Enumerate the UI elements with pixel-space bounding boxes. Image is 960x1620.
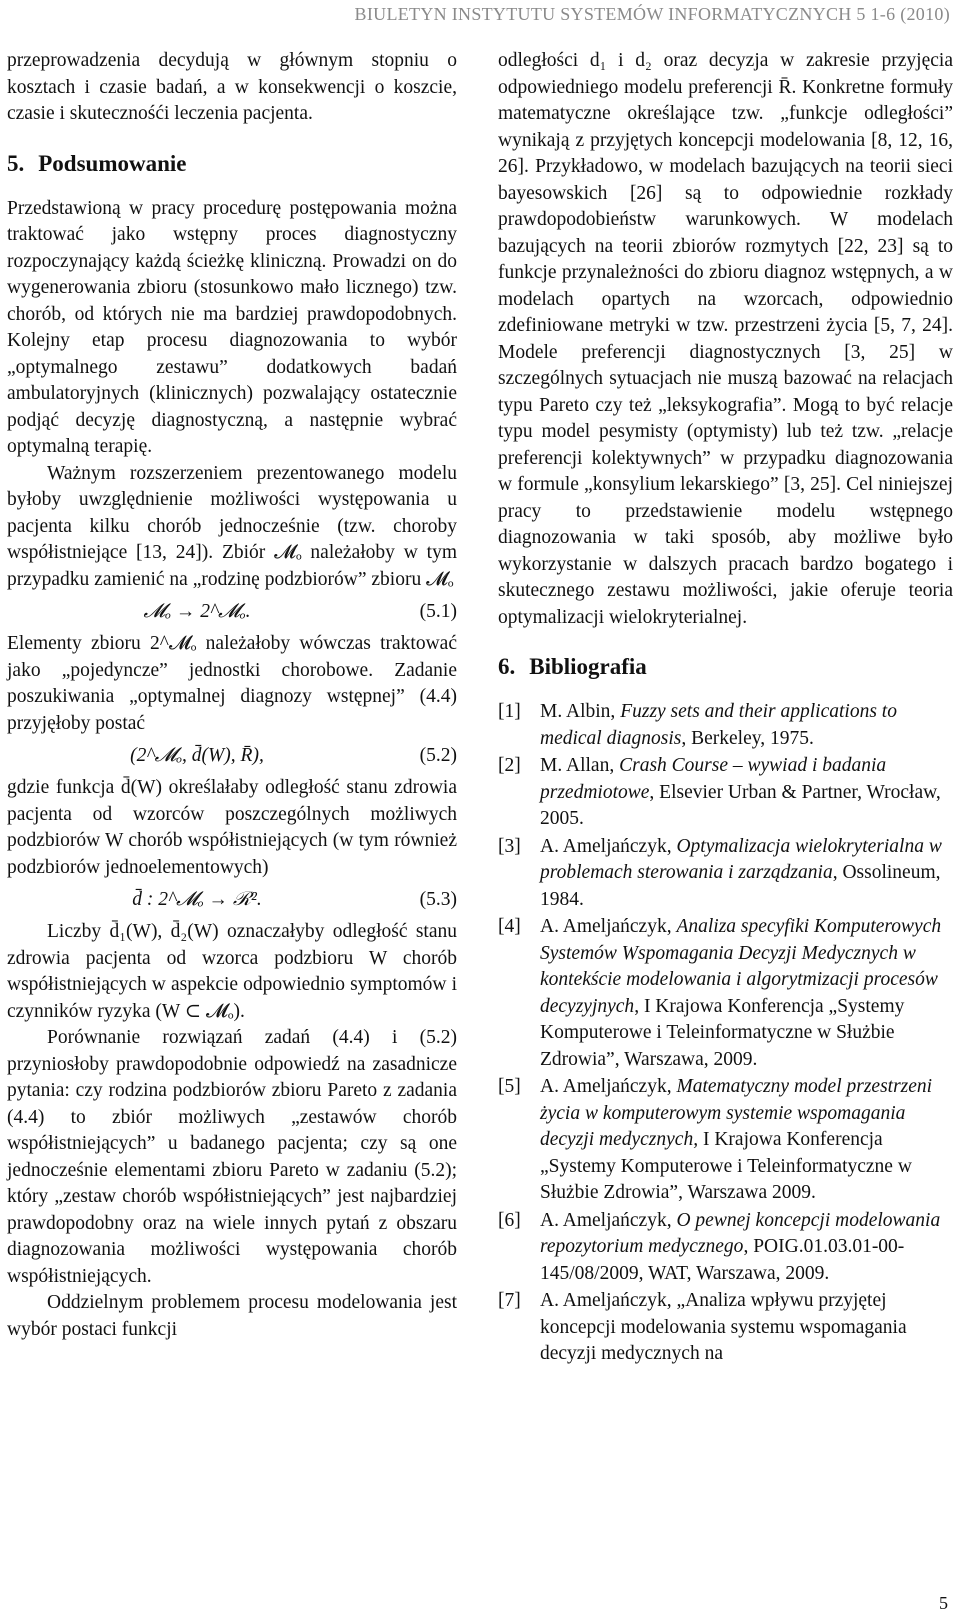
reference-author: A. Ameljańczyk, <box>540 916 677 937</box>
reference-item <box>498 753 953 833</box>
section-heading <box>498 653 953 681</box>
equation-number: (5.3) <box>419 888 457 910</box>
reference-author: A. Ameljańczyk, <box>540 1076 677 1097</box>
reference-title: Analiza specyfiki Komputerowych Systemów Wspomagania Decyzji Medycznych w kontekście modelowania i algorytmizacji procesów decyzyjnych <box>540 916 942 1017</box>
paragraph: Przedstawioną w pracy procedurę postępowania można traktować jako wstępny proces diagnostyczny rozpoczynający każdą ścieżkę kliniczną. Prowadzi on do wygenerowania zbioru (stosunkowo mało licznego) tzw. chorób, od których nie ma bardziej prawdopodobnych. Kolejny etap procesu diagnozowania to wybór „optymalnego zestawu” dodatkowych badań ambulatoryjnych (klinicznych) pozwalający ostatecznie podjąć decyzję diagnostyczną, a następnie wybrać optymalną terapię. <box>7 197 457 457</box>
reference-item <box>498 1208 953 1288</box>
section-number: 6. <box>498 654 516 679</box>
reference-number: [5] <box>498 1076 521 1097</box>
right-column <box>498 48 953 1369</box>
reference-number: [7] <box>498 1290 521 1311</box>
paragraph: Oddzielnym problemem procesu modelowania jest wybór postaci funkcji <box>7 1292 457 1340</box>
reference-number: [2] <box>498 755 521 776</box>
paragraph: przeprowadzenia decydują w głównym stopniu o kosztach i czasie badań, a w konsekwencji o koszcie, czasie i skutecznośći leczenia pacjenta. <box>7 50 457 124</box>
paragraph: odległości d₁ i d₂ oraz decyzja w zakresie przyjęcia odpowiedniego modelu preferencji R̄. Konkretne formuły matematyczne określające tzw. „funkcje odległości” wynikają z przyjętych koncepcji modelowania [8, 12, 16, 26]. Przykładowo, w modelach bazujących na teorii sieci bayesowskich [26] są to odpowiednie rozkłady prawdopodobieństw warunkowych. W modelach bazujących na teorii zbiorów rozmytych [22, 23] są to funkcje przynależności do zbioru diagnoz wstępnych, a w modelach opartych na wzorcach, odpowiednio zdefiniowane metryki w tzw. przestrzeni życia [5, 7, 24]. Modele preferencji diagnostycznych [3, 25] w szczególnych sytuacjach nie muszą bazować na relacjach typu Pareto czy też „leksykografia”. Mogą to być relacje typu model pesymisty (optymisty) lub też tzw. „relacje preferencji kolektywnych” w przypadku diagnozowania w formule „konsylium lekarskiego” [3, 25]. Cel niniejszej pracy to przedstawienie modelu wstępnego diagnozowania w taki sposób, aby możliwe było wykorzystanie w dalszych pracach bardzo bogatego i skutecznego zestawu możliwości, jakie oferuje teoria optymalizacji wielokryterialnej. <box>498 50 953 628</box>
reference-details: , Ossolineum, 1984. <box>540 862 941 910</box>
reference-details: , POIG.01.03.01-00-145/08/2009, WAT, Warszawa, 2009. <box>540 1236 905 1284</box>
paragraph: Elementy zbioru 2^𝓜ₒ należałoby wówczas traktować jako „pojedyncze” jednostki chorobowe. Zadanie poszukiwania „optymalnej diagnozy wstępnej” (4.4) przyjęłoby postać <box>7 633 457 734</box>
reference-title: Fuzzy sets and their applications to medical diagnosis <box>540 701 897 749</box>
paragraph: gdzie funkcja d̄(W) określałaby odległość stanu zdrowia pacjenta od wzorców poszczególnych możliwych podzbiorów W chorób współistniejących (w tym również podzbiorów jednoelementowych) <box>7 777 457 878</box>
reference-details: , Elsevier Urban & Partner, Wrocław, 2005. <box>540 781 941 829</box>
section-heading <box>7 150 457 178</box>
reference-text <box>540 1074 953 1207</box>
reference-number: [4] <box>498 916 521 937</box>
reference-author: M. Allan, <box>540 755 620 776</box>
page-number: 5 <box>939 1593 948 1613</box>
reference-author: M. Albin, <box>540 701 621 722</box>
equation-expression: d̄ : 2^𝓜ₒ → ℛ². <box>132 888 262 910</box>
left-column <box>7 48 457 1343</box>
reference-title: Matematyczny model przestrzeni życia w komputerowym systemie wspomagania decyzji medycznych, <box>540 1076 933 1150</box>
reference-author: A. Ameljańczyk, <box>540 1209 677 1231</box>
equation-5-3 <box>7 885 457 915</box>
running-header: BIULETYN INSTYTUTU SYSTEMÓW INFORMATYCZNYCH 5 1-6 (2010) <box>354 4 950 24</box>
reference-text <box>540 1208 953 1288</box>
reference-text <box>540 914 953 1073</box>
reference-item <box>498 1288 953 1368</box>
reference-title: Crash Course – wywiad i badania przedmiotowe <box>540 755 887 803</box>
equation-5-2 <box>7 741 457 771</box>
reference-number: [6] <box>498 1209 521 1231</box>
paragraph: Liczby d̄₁(W), d̄₂(W) oznaczałyby odległość stanu zdrowia pacjenta od wzorca podzbioru W chorób współistniejących w aspekcie odpowiednio symptomów i czynników ryzyka (W ⊂ 𝓜ₒ). <box>7 921 457 1022</box>
section-number: 5. <box>7 150 25 176</box>
equation-number: (5.1) <box>419 600 457 622</box>
reference-author: A. Ameljańczyk, <box>540 1290 677 1311</box>
reference-title: O pewnej koncepcji modelowania repozytorium medycznego <box>540 1209 941 1257</box>
reference-number: [3] <box>498 835 521 857</box>
reference-item <box>498 914 953 1073</box>
reference-details: , I Krajowa Konferencja „Systemy Komputerowe i Teleinformatyczne w Służbie Zdrowia”, Warszawa, 2009. <box>540 995 905 1070</box>
reference-title: Optymalizacja wielokryterialna w problemach sterowania i zarządzania <box>540 835 942 883</box>
reference-text <box>540 1288 953 1368</box>
paragraph: Porównanie rozwiązań zadań (4.4) i (5.2) przyniosłoby prawdopodobnie odpowiedź na zasadnicze pytania: czy rodzina podzbiorów zbioru Pareto z zadania (4.4) to zbiór możliwych „zestawów chorób współistniejących” u badanego pacjenta; czy są one jednocześnie elementami zbioru Pareto w zadaniu (5.2); który „zestaw chorób współistniejących” jest najbardziej prawdopodobny oraz na wiele innych pytań z obszaru diagnozowania możliwości występowania chorób współistniejących. <box>7 1027 457 1287</box>
equation-expression: (2^𝓜ₒ, d̄(W), R̄), <box>130 744 264 766</box>
reference-item <box>498 1074 953 1207</box>
reference-item <box>498 699 953 752</box>
reference-item <box>498 834 953 914</box>
paragraph: Ważnym rozszerzeniem prezentowanego modelu byłoby uwzględnienie możliwości występowania u pacjenta kilku chorób jednocześnie (tzw. choroby współistniejące [13, 24]). Zbiór 𝓜ₒ należałoby w tym przypadku zamienić na „rodzinę podzbiorów” zbioru 𝓜ₒ <box>7 462 457 590</box>
equation-5-1 <box>7 597 457 627</box>
reference-text <box>540 753 953 833</box>
reference-number: [1] <box>498 701 521 722</box>
equation-number: (5.2) <box>419 744 457 766</box>
reference-text <box>540 699 953 752</box>
reference-details: I Krajowa Konferencja „Systemy Komputerowe i Teleinformatyczne w Służbie Zdrowia”, Warszawa 2009. <box>540 1129 912 1203</box>
section-title: Bibliografia <box>529 654 647 679</box>
reference-details: „Analiza wpływu przyjętej koncepcji modelowania systemu wspomagania decyzji medycznych na <box>540 1290 907 1364</box>
reference-author: A. Ameljańczyk, <box>540 835 677 857</box>
equation-expression: 𝓜ₒ → 2^𝓜ₒ. <box>143 600 251 622</box>
bibliography-list <box>498 699 953 1368</box>
section-title: Podsumowanie <box>38 150 187 176</box>
reference-text <box>540 834 953 914</box>
reference-details: , Berkeley, 1975. <box>681 727 814 749</box>
